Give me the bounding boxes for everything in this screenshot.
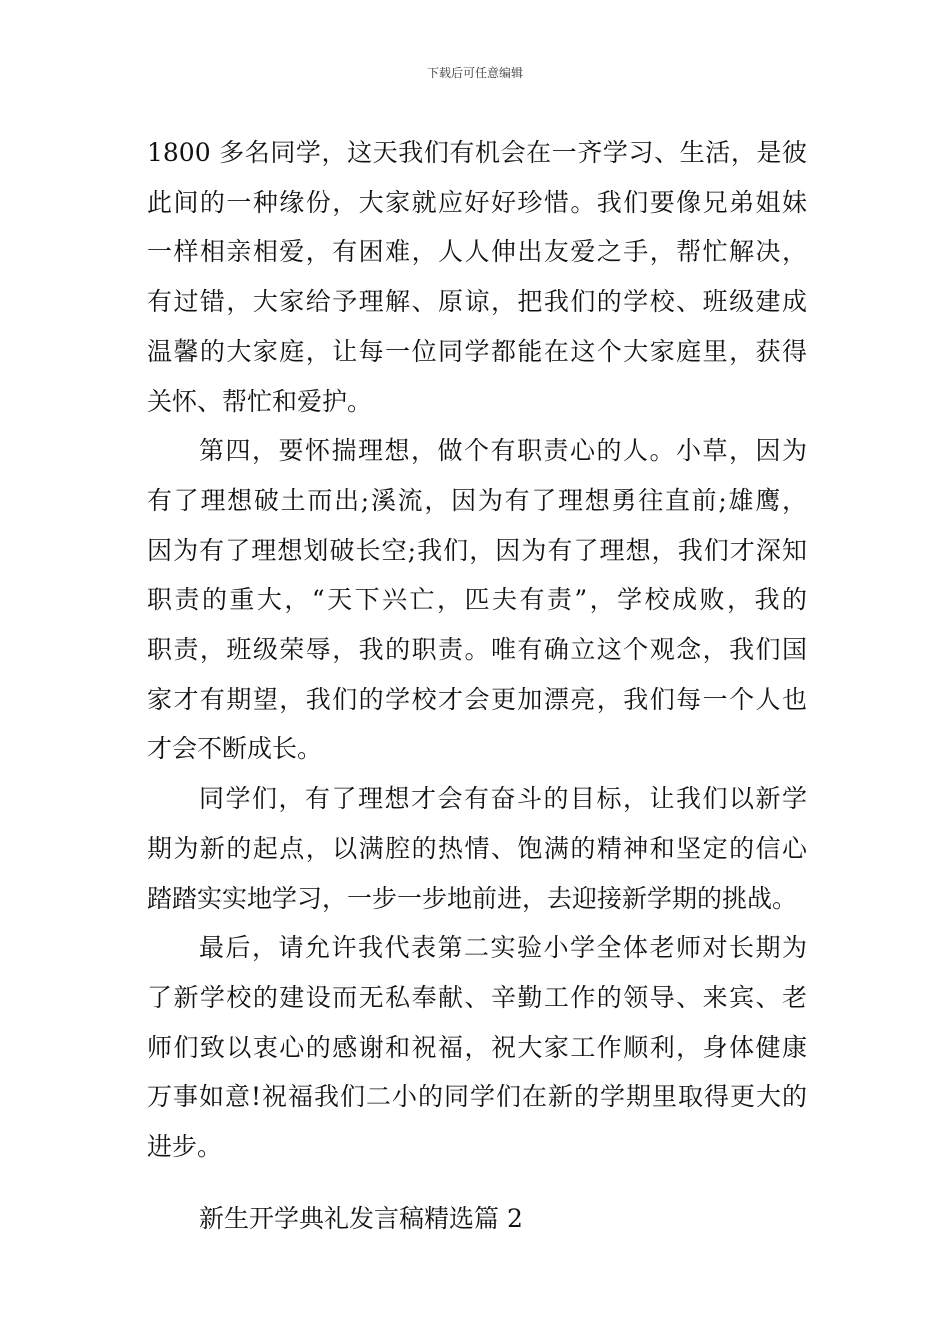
text-line: 1800 多名同学，这天我们有机会在一齐学习、生活，是彼: [147, 138, 807, 167]
paragraph-1: [147, 128, 807, 426]
paragraph-3: [147, 774, 807, 923]
text-line: 关怀、帮忙和爱护。: [147, 386, 373, 416]
paragraph-4: [147, 923, 807, 1172]
text-line: 家才有期望，我们的学校才会更加漂亮，我们每一个人也: [147, 684, 807, 714]
text-line: 有过错，大家给予理解、原谅，把我们的学校、班级建成: [147, 287, 807, 317]
text-line: 期为新的起点，以满腔的热情、饱满的精神和坚定的信心: [147, 833, 807, 863]
text-line: 此间的一种缘份，大家就应好好珍惜。我们要像兄弟姐妹: [147, 187, 807, 217]
text-line: 才会不断成长。: [147, 734, 323, 764]
text-line: 进步。: [147, 1132, 223, 1162]
text-line: 同学们，有了理想才会有奋斗的目标，让我们以新学: [199, 784, 807, 814]
paragraph-2: [147, 426, 807, 774]
text-line: 有了理想破土而出;溪流，因为有了理想勇往直前;雄鹰，: [147, 485, 807, 515]
text-line: 师们致以衷心的感谢和祝福，祝大家工作顺利，身体健康: [147, 1032, 807, 1062]
text-line: 职责，班级荣辱，我的职责。唯有确立这个观念，我们国: [147, 635, 807, 665]
text-line: 最后，请允许我代表第二实验小学全体老师对长期为: [199, 933, 807, 963]
page-header: 下载后可任意编辑: [426, 66, 523, 80]
text-line: 温馨的大家庭，让每一位同学都能在这个大家庭里，获得: [147, 336, 807, 366]
section-title: 新生开学典礼发言稿精选篇 2: [199, 1203, 523, 1233]
text-line: 第四，要怀揣理想，做个有职责心的人。小草，因为: [199, 436, 807, 466]
text-line: 因为有了理想划破长空;我们，因为有了理想，我们才深知: [147, 535, 807, 565]
text-line: 了新学校的建设而无私奉献、辛勤工作的领导、来宾、老: [147, 982, 807, 1012]
text-line: 踏踏实实地学习，一步一步地前进，去迎接新学期的挑战。: [147, 883, 798, 913]
text-line: 职责的重大，“天下兴亡，匹夫有责”，学校成败，我的: [147, 585, 807, 615]
text-line: 万事如意!祝福我们二小的同学们在新的学期里取得更大的: [147, 1082, 807, 1112]
document-body: [147, 128, 807, 1243]
text-line: 一样相亲相爱，有困难，人人伸出友爱之手，帮忙解决，: [147, 237, 807, 267]
